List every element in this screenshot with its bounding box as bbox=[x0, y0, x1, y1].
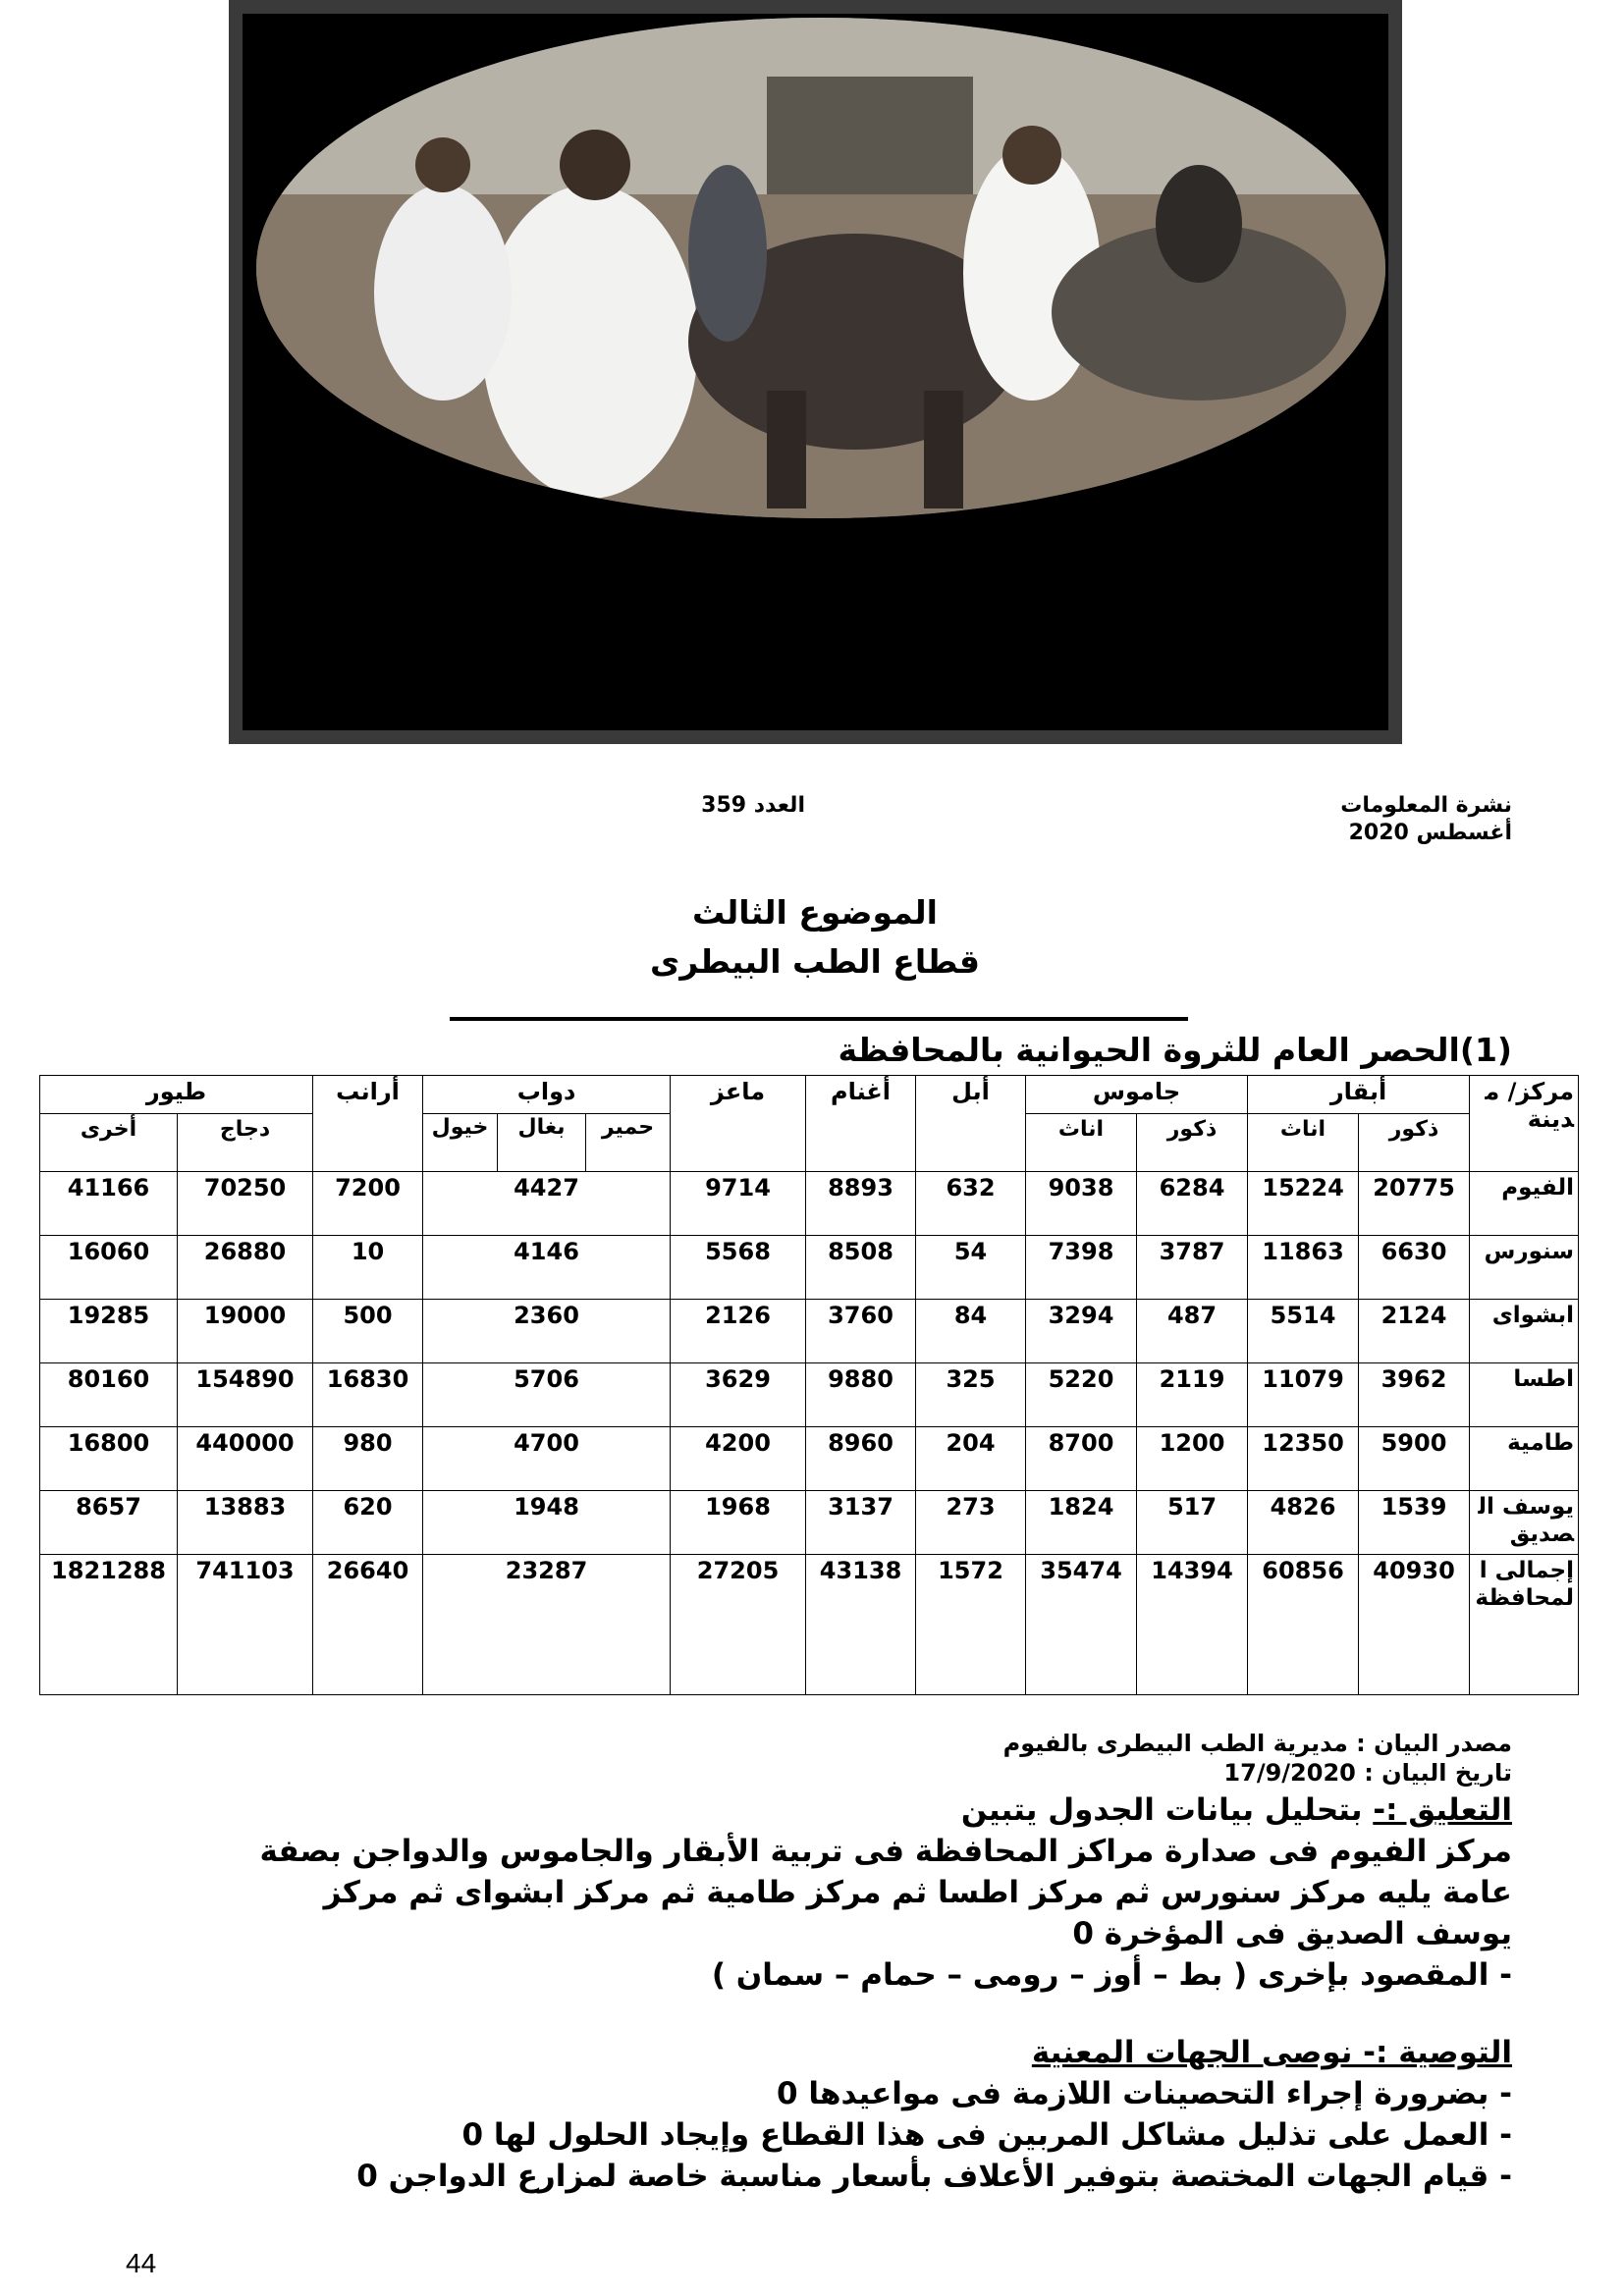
header-sheep: أغنام bbox=[806, 1076, 916, 1172]
data-source: مصدر البيان : مديرية الطب البيطرى بالفيوم bbox=[1002, 1730, 1512, 1757]
table-row bbox=[40, 1491, 1579, 1555]
bulletin-date: أغسطس 2020 bbox=[1348, 821, 1512, 845]
cell-city: سنورس bbox=[1470, 1236, 1579, 1300]
cell-other: 16800 bbox=[40, 1427, 178, 1491]
cell-camels: 84 bbox=[916, 1300, 1026, 1363]
cell-chicken: 13883 bbox=[178, 1491, 313, 1555]
livestock-census-table bbox=[39, 1075, 1579, 1695]
cell-other: 8657 bbox=[40, 1491, 178, 1555]
bulletin-name: نشرة المعلومات bbox=[1340, 793, 1512, 818]
recommendation-heading bbox=[137, 2035, 1512, 2070]
table-heading: (1)الحصر العام للثروة الحيوانية بالمحافظة bbox=[838, 1031, 1512, 1069]
cell-equines: 5706 bbox=[423, 1363, 671, 1427]
cell-camels: 273 bbox=[916, 1491, 1026, 1555]
header-chicken: دجاج bbox=[178, 1114, 313, 1172]
cell-rabbits: 500 bbox=[313, 1300, 423, 1363]
cell-cattle-f: 60856 bbox=[1248, 1555, 1359, 1695]
cell-buffalo-f: 35474 bbox=[1026, 1555, 1137, 1695]
cell-equines: 23287 bbox=[423, 1555, 671, 1695]
comment-intro: بتحليل بيانات الجدول يتبين bbox=[960, 1792, 1374, 1828]
header-cattle: أبقار bbox=[1248, 1076, 1470, 1114]
header-buffalo-males: ذكور bbox=[1137, 1114, 1248, 1172]
cell-city: اطسا bbox=[1470, 1363, 1579, 1427]
header-other: أخرى bbox=[40, 1114, 178, 1172]
cell-cattle-m: 1539 bbox=[1359, 1491, 1470, 1555]
cell-chicken: 19000 bbox=[178, 1300, 313, 1363]
cell-sheep: 9880 bbox=[806, 1363, 916, 1427]
cell-cattle-f: 5514 bbox=[1248, 1300, 1359, 1363]
cell-buffalo-m: 2119 bbox=[1137, 1363, 1248, 1427]
cell-city: طامية bbox=[1470, 1427, 1579, 1491]
title-divider bbox=[450, 1017, 1188, 1021]
comment-line: عامة يليه مركز سنورس ثم مركز اطسا ثم مركز طامية ثم مركز ابشواى ثم مركز bbox=[323, 1875, 1512, 1910]
cell-rabbits: 980 bbox=[313, 1427, 423, 1491]
cell-city: الفيوم bbox=[1470, 1172, 1579, 1236]
header-equines: دواب bbox=[423, 1076, 671, 1114]
cell-goats: 27205 bbox=[671, 1555, 806, 1695]
cell-other: 16060 bbox=[40, 1236, 178, 1300]
cell-cattle-f: 11863 bbox=[1248, 1236, 1359, 1300]
recommendation-label: التوصية :- نوصى الجهات المعنية bbox=[1031, 2035, 1512, 2070]
topic-title: الموضوع الثالث bbox=[691, 893, 938, 932]
cell-camels: 632 bbox=[916, 1172, 1026, 1236]
header-cattle-males: ذكور bbox=[1359, 1114, 1470, 1172]
cell-city: إجمالى المحافظة bbox=[1470, 1555, 1579, 1695]
table-row bbox=[40, 1363, 1579, 1427]
recommendation-item: - بضرورة إجراء التحصينات اللازمة فى مواعيدها 0 bbox=[777, 2076, 1512, 2111]
table-row bbox=[40, 1236, 1579, 1300]
cell-buffalo-f: 3294 bbox=[1026, 1300, 1137, 1363]
cell-sheep: 3760 bbox=[806, 1300, 916, 1363]
cell-chicken: 70250 bbox=[178, 1172, 313, 1236]
cell-cattle-f: 11079 bbox=[1248, 1363, 1359, 1427]
cell-camels: 325 bbox=[916, 1363, 1026, 1427]
cell-goats: 2126 bbox=[671, 1300, 806, 1363]
cell-equines: 2360 bbox=[423, 1300, 671, 1363]
cell-rabbits: 620 bbox=[313, 1491, 423, 1555]
cell-buffalo-f: 8700 bbox=[1026, 1427, 1137, 1491]
cell-buffalo-m: 14394 bbox=[1137, 1555, 1248, 1695]
table-total-row bbox=[40, 1555, 1579, 1695]
header-mules: بغال bbox=[498, 1114, 586, 1172]
cell-goats: 3629 bbox=[671, 1363, 806, 1427]
cell-equines: 1948 bbox=[423, 1491, 671, 1555]
data-date: تاريخ البيان : 17/9/2020 bbox=[1223, 1759, 1512, 1787]
cell-sheep: 43138 bbox=[806, 1555, 916, 1695]
cell-buffalo-m: 1200 bbox=[1137, 1427, 1248, 1491]
sector-title: قطاع الطب البيطرى bbox=[649, 942, 980, 981]
cell-goats: 4200 bbox=[671, 1427, 806, 1491]
issue-number: العدد 359 bbox=[701, 793, 805, 818]
table-row bbox=[40, 1172, 1579, 1236]
comment-note: - المقصود بإخرى ( بط – أوز – رومى – حمام – سمان ) bbox=[711, 1957, 1512, 1993]
cell-buffalo-f: 5220 bbox=[1026, 1363, 1137, 1427]
cell-buffalo-f: 1824 bbox=[1026, 1491, 1137, 1555]
cell-cattle-m: 3962 bbox=[1359, 1363, 1470, 1427]
cell-buffalo-m: 517 bbox=[1137, 1491, 1248, 1555]
cell-buffalo-f: 9038 bbox=[1026, 1172, 1137, 1236]
cell-equines: 4427 bbox=[423, 1172, 671, 1236]
cover-photo-frame bbox=[229, 0, 1402, 744]
recommendation-item: - العمل على تذليل مشاكل المربين فى هذا القطاع وإيجاد الحلول لها 0 bbox=[461, 2117, 1512, 2153]
cell-rabbits: 10 bbox=[313, 1236, 423, 1300]
cell-chicken: 741103 bbox=[178, 1555, 313, 1695]
cell-goats: 9714 bbox=[671, 1172, 806, 1236]
cell-sheep: 8508 bbox=[806, 1236, 916, 1300]
header-goats: ماعز bbox=[671, 1076, 806, 1172]
cell-camels: 1572 bbox=[916, 1555, 1026, 1695]
cell-cattle-m: 5900 bbox=[1359, 1427, 1470, 1491]
cell-equines: 4146 bbox=[423, 1236, 671, 1300]
cell-cattle-m: 6630 bbox=[1359, 1236, 1470, 1300]
cell-chicken: 26880 bbox=[178, 1236, 313, 1300]
cell-goats: 1968 bbox=[671, 1491, 806, 1555]
comment-line: يوسف الصديق فى المؤخرة 0 bbox=[1072, 1916, 1512, 1951]
table-row bbox=[40, 1427, 1579, 1491]
cell-rabbits: 7200 bbox=[313, 1172, 423, 1236]
cell-rabbits: 26640 bbox=[313, 1555, 423, 1695]
cell-sheep: 8960 bbox=[806, 1427, 916, 1491]
comment-heading bbox=[137, 1792, 1512, 1828]
header-buffalo-females: اناث bbox=[1026, 1114, 1137, 1172]
cell-chicken: 440000 bbox=[178, 1427, 313, 1491]
cell-city: ابشواى bbox=[1470, 1300, 1579, 1363]
recommendation-item: - قيام الجهات المختصة بتوفير الأعلاف بأسعار مناسبة خاصة لمزارع الدواجن 0 bbox=[356, 2159, 1512, 2194]
comment-label: التعليق :- bbox=[1373, 1792, 1512, 1828]
cell-buffalo-f: 7398 bbox=[1026, 1236, 1137, 1300]
cell-cattle-m: 2124 bbox=[1359, 1300, 1470, 1363]
header-city: مركز/ مدينة bbox=[1470, 1076, 1579, 1172]
header-camels: أبل bbox=[916, 1076, 1026, 1172]
cell-sheep: 3137 bbox=[806, 1491, 916, 1555]
cell-camels: 204 bbox=[916, 1427, 1026, 1491]
header-buffalo: جاموس bbox=[1026, 1076, 1248, 1114]
header-horses: خيول bbox=[423, 1114, 498, 1172]
cell-other: 1821288 bbox=[40, 1555, 178, 1695]
cell-rabbits: 16830 bbox=[313, 1363, 423, 1427]
header-cattle-females: اناث bbox=[1248, 1114, 1359, 1172]
header-rabbits: أرانب bbox=[313, 1076, 423, 1172]
cell-sheep: 8893 bbox=[806, 1172, 916, 1236]
cell-other: 19285 bbox=[40, 1300, 178, 1363]
header-donkeys: حمير bbox=[586, 1114, 671, 1172]
cell-equines: 4700 bbox=[423, 1427, 671, 1491]
cell-cattle-f: 4826 bbox=[1248, 1491, 1359, 1555]
cell-buffalo-m: 3787 bbox=[1137, 1236, 1248, 1300]
page-number: 44 bbox=[126, 2248, 157, 2278]
cell-buffalo-m: 6284 bbox=[1137, 1172, 1248, 1236]
cell-camels: 54 bbox=[916, 1236, 1026, 1300]
veterinarians-with-cattle-photo bbox=[256, 18, 1385, 518]
header-poultry: طيور bbox=[40, 1076, 313, 1114]
cell-other: 41166 bbox=[40, 1172, 178, 1236]
cell-cattle-f: 12350 bbox=[1248, 1427, 1359, 1491]
cell-city: يوسف الصديق bbox=[1470, 1491, 1579, 1555]
comment-line: مركز الفيوم فى صدارة مراكز المحافظة فى تربية الأبقار والجاموس والدواجن بصفة bbox=[259, 1834, 1512, 1869]
cell-cattle-m: 40930 bbox=[1359, 1555, 1470, 1695]
header-row-groups bbox=[40, 1076, 1579, 1114]
cell-other: 80160 bbox=[40, 1363, 178, 1427]
cell-buffalo-m: 487 bbox=[1137, 1300, 1248, 1363]
cell-cattle-m: 20775 bbox=[1359, 1172, 1470, 1236]
cell-chicken: 154890 bbox=[178, 1363, 313, 1427]
cell-goats: 5568 bbox=[671, 1236, 806, 1300]
cell-cattle-f: 15224 bbox=[1248, 1172, 1359, 1236]
table-row bbox=[40, 1300, 1579, 1363]
